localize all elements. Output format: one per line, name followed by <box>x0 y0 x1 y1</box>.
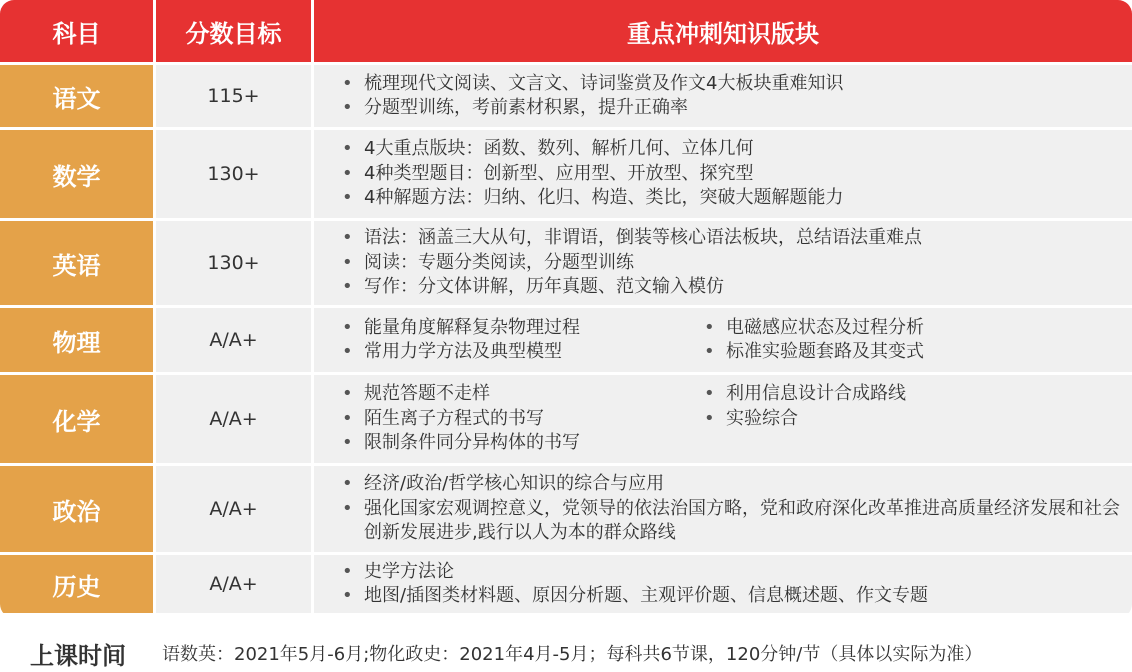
list-item: • 常用力学方法及典型模型 <box>342 340 704 365</box>
list-item: • 阅读：专题分类阅读，分题型训练 <box>342 251 1122 276</box>
points-two-column <box>342 382 1122 456</box>
list-item: • 标准实验题套路及其变式 <box>704 340 1122 365</box>
subject-cell: 物理 <box>0 308 156 375</box>
table-row-physics <box>0 308 1132 375</box>
header-focus: 重点冲刺知识版块 <box>314 0 1132 65</box>
points-list <box>342 472 1122 546</box>
list-item: • 强化国家宏观调控意义，党领导的依法治国方略，党和政府深化改革推进高质量经济发展和社会创新发展进步,践行以人为本的群众路线 <box>342 497 1122 546</box>
points-list <box>342 137 1122 211</box>
subject-cell: 化学 <box>0 375 156 466</box>
list-item: • 限制条件同分异构体的书写 <box>342 431 704 456</box>
table-row-politics <box>0 466 1132 555</box>
subject-cell: 历史 <box>0 555 156 613</box>
score-cell: A/A+ <box>156 308 314 375</box>
list-item: • 4种解题方法：归纳、化归、构造、类比，突破大题解题能力 <box>342 186 1122 211</box>
table-row-math <box>0 130 1132 221</box>
table-row-chemistry <box>0 375 1132 466</box>
list-item: • 语法：涵盖三大从句，非谓语，倒装等核心语法板块，总结语法重难点 <box>342 226 1122 251</box>
table-row-chinese <box>0 65 1132 130</box>
points-list-left <box>342 382 704 456</box>
list-item: • 写作：分文体讲解，历年真题、范文输入模仿 <box>342 275 1122 300</box>
score-cell: 130+ <box>156 130 314 221</box>
points-list <box>342 226 1122 300</box>
score-cell: A/A+ <box>156 555 314 613</box>
points-cell <box>314 375 1132 466</box>
list-item: • 梳理现代文阅读、文言文、诗词鉴赏及作文4大板块重难知识 <box>342 72 1122 97</box>
points-cell <box>314 130 1132 221</box>
class-time-footer <box>30 634 982 672</box>
list-item: • 实验综合 <box>704 407 1122 432</box>
subject-cell: 语文 <box>0 65 156 130</box>
class-time-label: 上课时间 <box>30 641 126 670</box>
score-cell: A/A+ <box>156 466 314 555</box>
list-item: • 经济/政治/哲学核心知识的综合与应用 <box>342 472 1122 497</box>
subject-cell: 政治 <box>0 466 156 555</box>
table-row-history <box>0 555 1132 613</box>
list-item: • 4大重点版块：函数、数列、解析几何、立体几何 <box>342 137 1122 162</box>
points-list <box>342 560 1122 609</box>
header-subject: 科目 <box>0 0 156 65</box>
list-item: • 规范答题不走样 <box>342 382 704 407</box>
points-cell <box>314 308 1132 375</box>
list-item: • 分题型训练，考前素材积累，提升正确率 <box>342 96 1122 121</box>
list-item: • 能量角度解释复杂物理过程 <box>342 316 704 341</box>
points-list <box>342 72 1122 121</box>
points-list-right <box>704 382 1122 456</box>
list-item: • 4种类型题目：创新型、应用型、开放型、探究型 <box>342 162 1122 187</box>
header-score-target: 分数目标 <box>156 0 314 65</box>
score-cell: A/A+ <box>156 375 314 466</box>
subject-cell: 数学 <box>0 130 156 221</box>
points-cell <box>314 221 1132 308</box>
points-list-left <box>342 316 704 365</box>
points-two-column <box>342 316 1122 365</box>
score-cell: 115+ <box>156 65 314 130</box>
class-time-text: 语数英：2021年5月-6月;物化政史：2021年4月-5月；每科共6节课，120分钟/节（具体以实际为准） <box>162 644 983 665</box>
table-row-english <box>0 221 1132 308</box>
list-item: • 地图/插图类材料题、原因分析题、主观评价题、信息概述题、作文专题 <box>342 584 1122 609</box>
points-cell <box>314 555 1132 613</box>
list-item: • 电磁感应状态及过程分析 <box>704 316 1122 341</box>
score-cell: 130+ <box>156 221 314 308</box>
subject-cell: 英语 <box>0 221 156 308</box>
points-list-right <box>704 316 1122 365</box>
list-item: • 史学方法论 <box>342 560 1122 585</box>
list-item: • 利用信息设计合成路线 <box>704 382 1122 407</box>
points-cell <box>314 466 1132 555</box>
header-row <box>0 0 1132 65</box>
points-cell <box>314 65 1132 130</box>
list-item: • 陌生离子方程式的书写 <box>342 407 704 432</box>
